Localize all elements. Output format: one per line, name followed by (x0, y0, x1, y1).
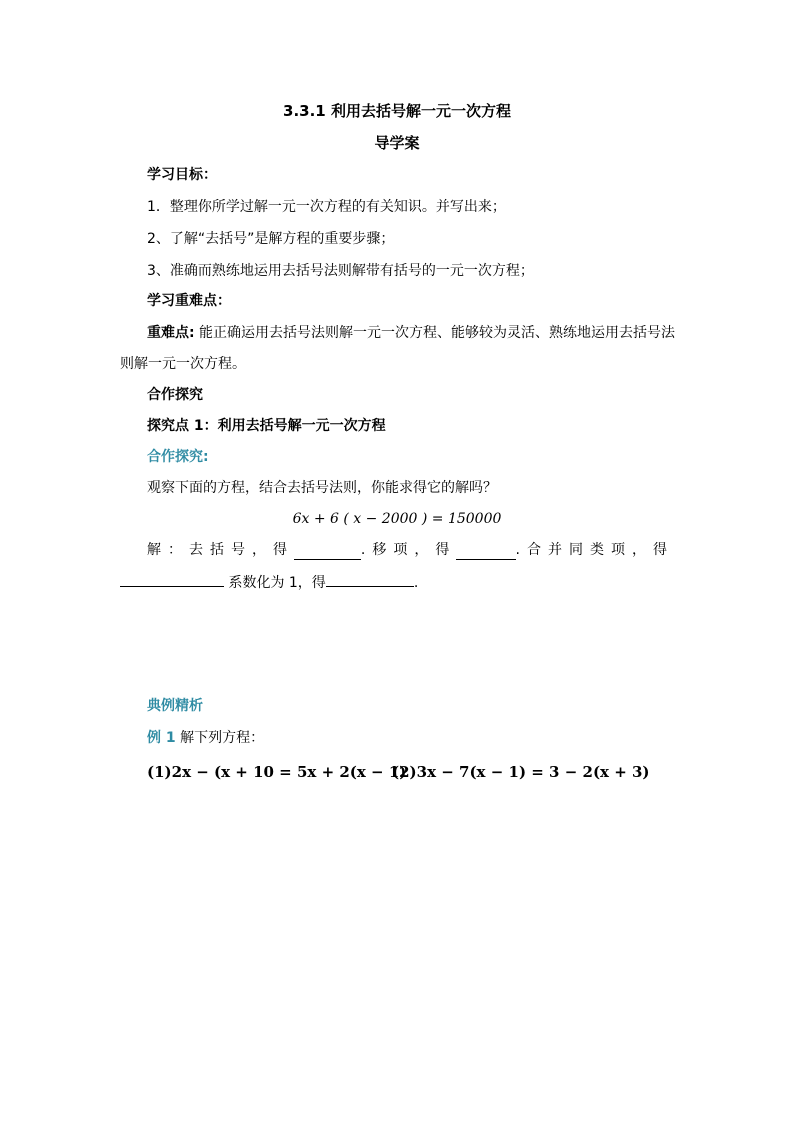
equation: 6x + 6 ( x − 2000 ) = 150000 (292, 511, 502, 527)
cooperation-label: 合作探究: (147, 449, 209, 465)
objective-item: 1．整理你所学过解一元一次方程的有关知识。并写出来； (147, 199, 506, 215)
blank-field[interactable] (120, 572, 224, 587)
example-label: 例 1 (147, 730, 176, 746)
blank-field[interactable] (326, 572, 414, 587)
example-equation-1: (1)2x − (x + 10 = 5x + 2(x − 1) (147, 763, 407, 781)
exploration-point-heading: 探究点 1：利用去括号解一元一次方程 (147, 418, 386, 434)
key-points-line1: 能正确运用去括号法则解一元一次方程、能够较为灵活、熟练地运用去括号法 (194, 325, 676, 341)
solution-step-bracket: 解：去括号，得 (147, 542, 294, 558)
objectives-heading: 学习目标： (147, 167, 217, 183)
solution-step-combine: .合并同类项，得 (515, 542, 674, 558)
solution-end: . (413, 575, 419, 591)
key-points-text (147, 323, 674, 343)
document-subtitle: 导学案 (374, 134, 420, 152)
examples-heading: 典例精析 (147, 698, 203, 714)
blank-field[interactable] (456, 545, 515, 560)
example-instruction (147, 728, 701, 748)
solution-line2 (120, 572, 674, 593)
document-title: 3.3.1 利用去括号解一元一次方程 (283, 102, 511, 120)
blank-field[interactable] (294, 545, 361, 560)
example-equation-2: (2)3x − 7(x − 1) = 3 − 2(x + 3) (392, 763, 650, 781)
key-points-label: 重难点: (147, 325, 195, 341)
solution-line1 (147, 540, 674, 560)
objective-item: 3、准确而熟练地运用去括号法则解带有括号的一元一次方程； (147, 263, 534, 279)
cooperation-heading: 合作探究 (147, 387, 203, 403)
key-points-heading: 学习重难点： (147, 293, 231, 309)
key-points-line2: 则解一元一次方程。 (120, 356, 246, 372)
cooperation-question: 观察下面的方程，结合去括号法则，你能求得它的解吗？ (147, 480, 497, 496)
example-instruction-text: 解下列方程： (175, 730, 265, 746)
solution-step-move: .移项，得 (360, 542, 457, 558)
solution-step-coefficient: 系数化为 1，得 (228, 575, 326, 591)
objective-item: 2、了解“去括号”是解方程的重要步骤； (147, 231, 395, 247)
